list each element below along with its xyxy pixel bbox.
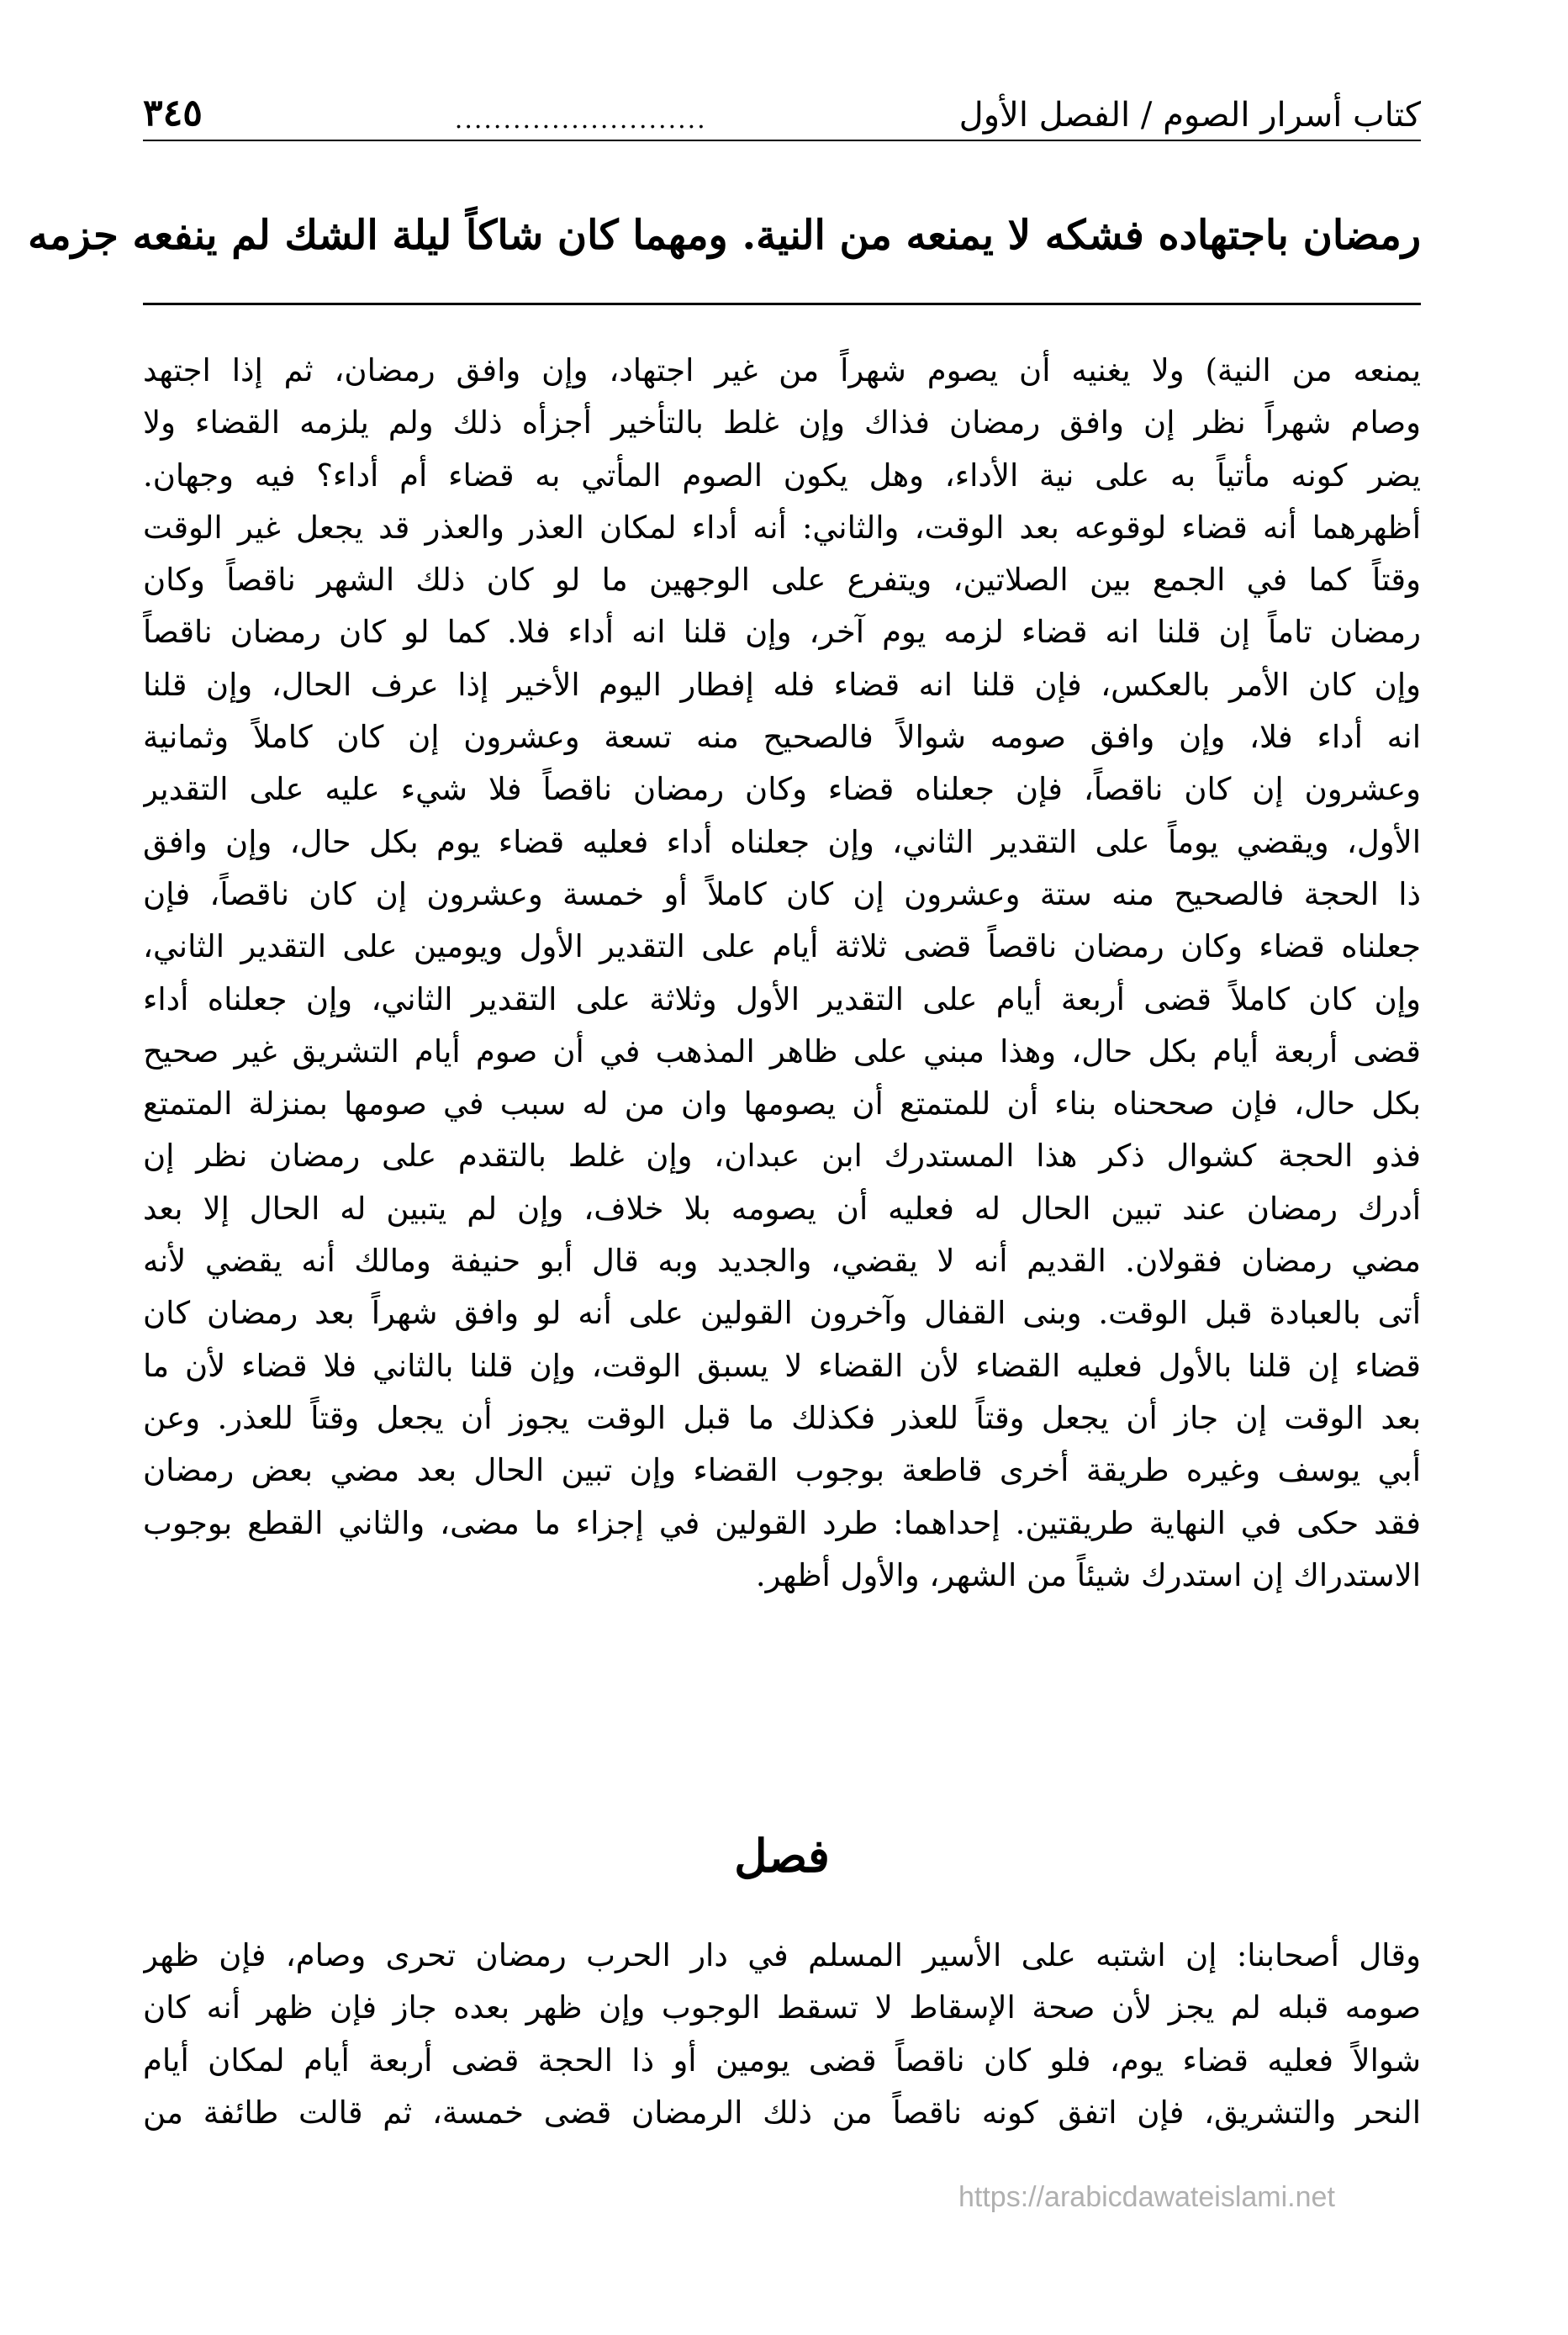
text-line: رمضان تاماً إن قلنا انه قضاء لزمه يوم آخر، وإن قلنا انه أداء فلا. كما لو كان رمضان ناقصاً	[143, 614, 1421, 651]
watermark-url: https://arabicdawateislami.net	[958, 2181, 1335, 2213]
text-line: أدرك رمضان عند تبين الحال له فعليه أن يصومه بلا خلاف، وإن لم يتبين له الحال إلا بعد	[143, 1190, 1421, 1227]
matn-line: رمضان باجتهاده فشكه لا يمنعه من النية. ومهما كان شاكاً ليلة الشك لم ينفعه جزمه	[28, 212, 1421, 259]
text-line: بكل حال، فإن صححناه بناء أن للمتمتع أن يصومها وان من له سبب في صومها بمنزلة المتمتع	[143, 1086, 1421, 1123]
text-line: النحر والتشريق، فإن اتفق كونه ناقصاً من ذلك الرمضان قضى خمسة، ثم قالت طائفة من	[143, 2094, 1421, 2131]
text-line: فذو الحجة كشوال ذكر هذا المستدرك ابن عبدان، وإن غلط بالتقدم على رمضان نظر إن	[143, 1138, 1421, 1175]
text-line: الأول، ويقضي يوماً على التقدير الثاني، وإن جعلناه أداء فعليه قضاء يوم بكل حال، وإن وافق	[143, 823, 1421, 860]
text-line: وقال أصحابنا: إن اشتبه على الأسير المسلم في دار الحرب رمضان تحرى وصام، فإن ظهر	[143, 1937, 1421, 1973]
running-title: كتاب أسرار الصوم / الفصل الأول	[958, 96, 1421, 135]
text-line: أبي يوسف وغيره طريقة أخرى قاطعة بوجوب القضاء وإن تبين الحال بعد مضي بعض رمضان	[143, 1452, 1421, 1489]
text-line: يمنعه من النية) ولا يغنيه أن يصوم شهراً من غير اجتهاد، وإن وافق رمضان، ثم إذا اجتهد	[143, 352, 1421, 388]
text-line: مضي رمضان فقولان. القديم أنه لا يقضي، والجديد وبه قال أبو حنيفة ومالك أنه يقضي لأنه	[143, 1243, 1421, 1280]
text-line: فقد حكى في النهاية طريقتين. إحداهما: طرد القولين في إجزاء ما مضى، والثاني القطع بوجوب	[143, 1504, 1421, 1541]
section-body	[143, 1930, 1421, 2139]
section-heading: فصل	[734, 1829, 830, 1883]
header-leader-dots: ..........................	[454, 105, 707, 135]
commentary-body	[143, 345, 1421, 1602]
text-line: وإن كان كاملاً قضى أربعة أيام على التقدير الأول وثلاثة على التقدير الثاني، وإن جعلناه أداء	[143, 980, 1421, 1017]
page-header	[143, 84, 1421, 141]
text-line: يضر كونه مأتياً به على نية الأداء، وهل يكون الصوم المأتي به قضاء أم أداء؟ فيه وجهان.	[143, 457, 1421, 494]
text-line: صومه قبله لم يجز لأن صحة الإسقاط لا تسقط الوجوب وإن ظهر بعده جاز فإن ظهر أنه كان	[143, 1989, 1421, 2026]
text-line: الاستدراك إن استدرك شيئاً من الشهر، والأول أظهر.	[755, 1556, 1421, 1593]
text-line: بعد الوقت إن جاز أن يجعل وقتاً للعذر فكذلك ما قبل الوقت يجوز أن يجعل وقتاً للعذر. وعن	[143, 1399, 1421, 1436]
separator-rule	[143, 303, 1421, 305]
text-line: قضى أربعة أيام بكل حال، وهذا مبني على ظاهر المذهب في أن صوم أيام التشريق غير صحيح	[143, 1033, 1421, 1070]
text-line: وصام شهراً نظر إن وافق رمضان فذاك وإن غلط بالتأخير أجزأه ذلك ولم يلزمه القضاء ولا	[143, 404, 1421, 441]
text-line: وقتاً كما في الجمع بين الصلاتين، ويتفرع على الوجهين ما لو كان ذلك الشهر ناقصاً وكان	[143, 562, 1421, 599]
text-line: انه أداء فلا، وإن وافق صومه شوالاً فالصحيح منه تسعة وعشرون إن كان كاملاً وثمانية	[143, 719, 1421, 756]
page-number: ٣٤٥	[143, 92, 203, 135]
text-line: جعلناه قضاء وكان رمضان ناقصاً قضى ثلاثة أيام على التقدير الأول ويومين على التقدير الثاني،	[143, 928, 1421, 965]
text-line: شوالاً فعليه قضاء يوم، فلو كان ناقصاً قضى يومين أو ذا الحجة قضى أربعة أيام لمكان أيام	[143, 2042, 1421, 2079]
text-line: أتى بالعبادة قبل الوقت. وبنى القفال وآخرون القولين على أنه لو وافق شهراً بعد رمضان كان	[143, 1295, 1421, 1332]
text-line: ذا الحجة فالصحيح منه ستة وعشرون إن كان كاملاً أو خمسة وعشرون إن كان ناقصاً، فإن	[143, 875, 1421, 912]
text-line: وإن كان الأمر بالعكس، فإن قلنا انه قضاء فله إفطار اليوم الأخير إذا عرف الحال، وإن قلنا	[143, 666, 1421, 703]
text-line: أظهرهما أنه قضاء لوقوعه بعد الوقت، والثاني: أنه أداء لمكان العذر والعذر قد يجعل غير الوقت	[143, 509, 1421, 546]
text-line: قضاء إن قلنا بالأول فعليه القضاء لأن القضاء لا يسبق الوقت، وإن قلنا بالثاني فلا قضاء لأن ما	[143, 1347, 1421, 1384]
text-line: وعشرون إن كان ناقصاً، فإن جعلناه قضاء وكان رمضان ناقصاً فلا شيء عليه على التقدير	[143, 771, 1421, 808]
